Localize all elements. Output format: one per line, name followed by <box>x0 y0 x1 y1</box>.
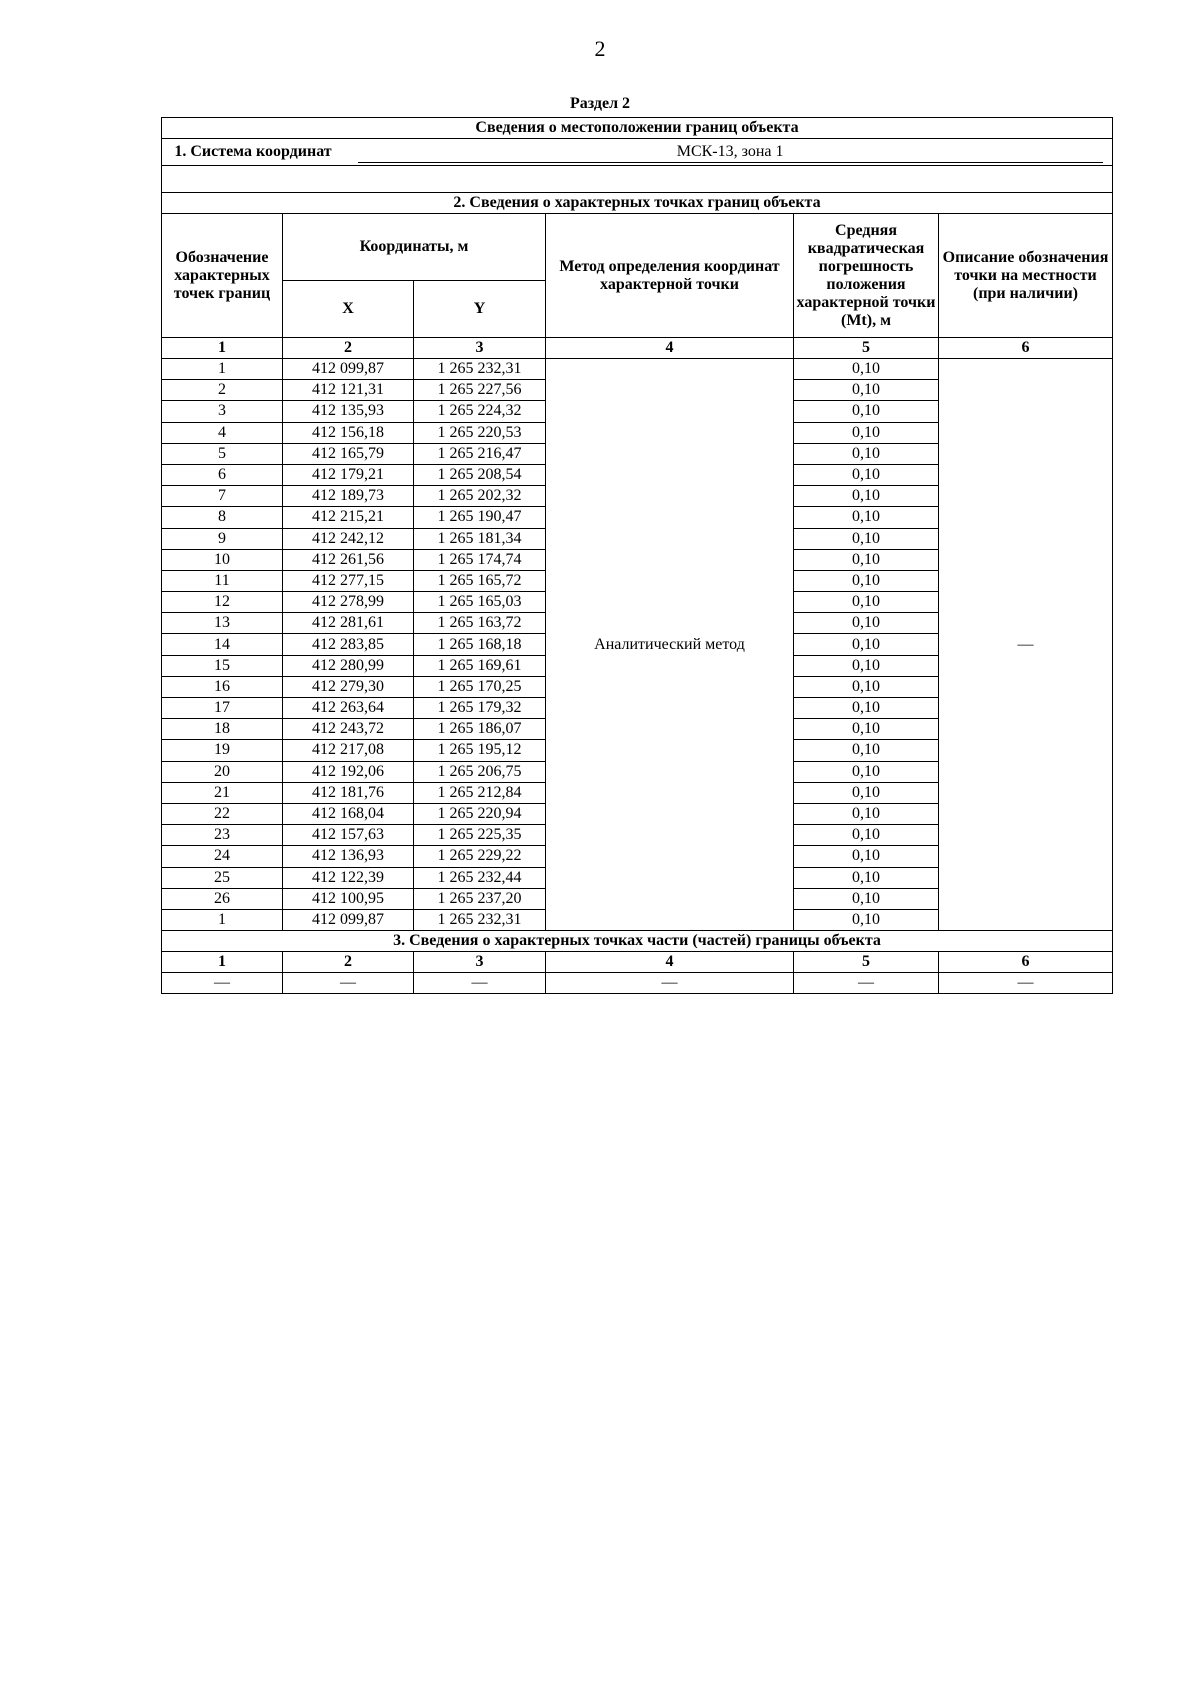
coordinate-y: 1 265 212,84 <box>414 782 546 803</box>
column-number: 6 <box>939 952 1113 973</box>
section-title: Раздел 2 <box>569 95 631 112</box>
point-number: 18 <box>162 719 283 740</box>
boundary-table-body <box>162 118 1113 994</box>
blank-row <box>162 166 1113 193</box>
coordinate-x: 412 165,79 <box>283 443 414 464</box>
point-number: 9 <box>162 528 283 549</box>
coordinate-y: 1 265 170,25 <box>414 676 546 697</box>
mt-error: 0,10 <box>794 846 939 867</box>
coordinate-y: 1 265 168,18 <box>414 634 546 655</box>
mt-error: 0,10 <box>794 888 939 909</box>
coordinate-x: 412 156,18 <box>283 422 414 443</box>
coordinate-y: 1 265 220,94 <box>414 803 546 824</box>
coordinate-x: 412 181,76 <box>283 782 414 803</box>
mt-error: 0,10 <box>794 761 939 782</box>
point-number: 24 <box>162 846 283 867</box>
mt-error: 0,10 <box>794 528 939 549</box>
header-error: Средняя квадратическая погрешность положения характерной точки (Mt), м <box>794 214 939 338</box>
parts-cell: — <box>414 973 546 994</box>
mt-error: 0,10 <box>794 825 939 846</box>
mt-error: 0,10 <box>794 507 939 528</box>
column-numbers-row <box>162 338 1113 359</box>
coordinate-y: 1 265 206,75 <box>414 761 546 782</box>
coordinate-y: 1 265 216,47 <box>414 443 546 464</box>
point-number: 15 <box>162 655 283 676</box>
column-number: 4 <box>546 338 794 359</box>
header-description: Описание обозначения точки на местности (при наличии) <box>939 214 1113 338</box>
mt-error: 0,10 <box>794 380 939 401</box>
mt-error: 0,10 <box>794 422 939 443</box>
coordinate-y: 1 265 224,32 <box>414 401 546 422</box>
coordinate-x: 412 279,30 <box>283 676 414 697</box>
coordinate-y: 1 265 190,47 <box>414 507 546 528</box>
coordinate-x: 412 261,56 <box>283 549 414 570</box>
point-number: 26 <box>162 888 283 909</box>
coordinate-x: 412 168,04 <box>283 803 414 824</box>
column-number: 4 <box>546 952 794 973</box>
mt-error: 0,10 <box>794 676 939 697</box>
column-number: 5 <box>794 952 939 973</box>
coordinate-y: 1 265 195,12 <box>414 740 546 761</box>
column-number: 3 <box>414 952 546 973</box>
mt-error: 0,10 <box>794 698 939 719</box>
mt-error: 0,10 <box>794 592 939 613</box>
coordinate-y: 1 265 237,20 <box>414 888 546 909</box>
parts-cell: — <box>794 973 939 994</box>
point-number: 22 <box>162 803 283 824</box>
column-number: 2 <box>283 338 414 359</box>
header-method: Метод определения координат характерной точки <box>546 214 794 338</box>
column-number: 5 <box>794 338 939 359</box>
coordinate-y: 1 265 229,22 <box>414 846 546 867</box>
point-number: 16 <box>162 676 283 697</box>
coordinate-y: 1 265 181,34 <box>414 528 546 549</box>
coordinate-x: 412 278,99 <box>283 592 414 613</box>
coordinate-x: 412 100,95 <box>283 888 414 909</box>
point-number: 17 <box>162 698 283 719</box>
coordinate-y: 1 265 220,53 <box>414 422 546 443</box>
parts-cell: — <box>162 973 283 994</box>
coordinate-x: 412 157,63 <box>283 825 414 846</box>
point-number: 3 <box>162 401 283 422</box>
coordinate-y: 1 265 232,44 <box>414 867 546 888</box>
column-number: 6 <box>939 338 1113 359</box>
coordinate-x: 412 099,87 <box>283 359 414 380</box>
point-number: 10 <box>162 549 283 570</box>
parts-cell: — <box>546 973 794 994</box>
header-coordinates: Координаты, м <box>283 214 546 281</box>
point-number: 14 <box>162 634 283 655</box>
coordinate-x: 412 242,12 <box>283 528 414 549</box>
coordinate-x: 412 136,93 <box>283 846 414 867</box>
coordinate-x: 412 135,93 <box>283 401 414 422</box>
mt-error: 0,10 <box>794 486 939 507</box>
coordinate-y: 1 265 225,35 <box>414 825 546 846</box>
point-number: 11 <box>162 570 283 591</box>
coordinate-y: 1 265 174,74 <box>414 549 546 570</box>
mt-error: 0,10 <box>794 719 939 740</box>
mt-error: 0,10 <box>794 570 939 591</box>
mt-error: 0,10 <box>794 464 939 485</box>
coordinate-x: 412 189,73 <box>283 486 414 507</box>
coordinate-system-row <box>162 139 1113 166</box>
point-number: 2 <box>162 380 283 401</box>
coordinate-x: 412 281,61 <box>283 613 414 634</box>
points-section-title: 2. Сведения о характерных точках границ объекта <box>162 193 1113 214</box>
coordinate-y: 1 265 202,32 <box>414 486 546 507</box>
coordinate-y: 1 265 165,03 <box>414 592 546 613</box>
point-number: 1 <box>162 359 283 380</box>
table-title: Сведения о местоположении границ объекта <box>162 118 1113 139</box>
table-row <box>162 359 1113 380</box>
header-designation: Обозначение характерных точек границ <box>162 214 283 338</box>
mt-error: 0,10 <box>794 803 939 824</box>
point-number: 12 <box>162 592 283 613</box>
coordinate-x: 412 122,39 <box>283 867 414 888</box>
point-number: 5 <box>162 443 283 464</box>
header-x: X <box>283 281 414 338</box>
parts-section-title: 3. Сведения о характерных точках части (частей) границы объекта <box>162 931 1113 952</box>
boundary-table <box>161 117 1113 994</box>
coordinate-y: 1 265 163,72 <box>414 613 546 634</box>
mt-error: 0,10 <box>794 909 939 930</box>
column-number: 3 <box>414 338 546 359</box>
parts-cell: — <box>283 973 414 994</box>
mt-error: 0,10 <box>794 867 939 888</box>
point-number: 25 <box>162 867 283 888</box>
point-number: 6 <box>162 464 283 485</box>
coordinate-x: 412 179,21 <box>283 464 414 485</box>
mt-error: 0,10 <box>794 401 939 422</box>
mt-error: 0,10 <box>794 443 939 464</box>
parts-cell: — <box>939 973 1113 994</box>
mt-error: 0,10 <box>794 634 939 655</box>
coordinate-y: 1 265 169,61 <box>414 655 546 676</box>
coordinate-x: 412 243,72 <box>283 719 414 740</box>
coordinate-y: 1 265 232,31 <box>414 909 546 930</box>
coordinate-x: 412 280,99 <box>283 655 414 676</box>
page-number: 2 <box>594 36 606 61</box>
coordinate-y: 1 265 186,07 <box>414 719 546 740</box>
coordinate-x: 412 215,21 <box>283 507 414 528</box>
parts-column-numbers-row <box>162 952 1113 973</box>
coordinate-system-value: МСК-13, зона 1 <box>358 142 1103 163</box>
description-cell: — <box>939 359 1113 931</box>
point-number: 19 <box>162 740 283 761</box>
coordinate-x: 412 263,64 <box>283 698 414 719</box>
mt-error: 0,10 <box>794 613 939 634</box>
method-cell: Аналитический метод <box>546 359 794 931</box>
coordinate-y: 1 265 165,72 <box>414 570 546 591</box>
coordinate-y: 1 265 232,31 <box>414 359 546 380</box>
coordinate-x: 412 192,06 <box>283 761 414 782</box>
point-number: 7 <box>162 486 283 507</box>
coordinate-x: 412 277,15 <box>283 570 414 591</box>
point-number: 21 <box>162 782 283 803</box>
mt-error: 0,10 <box>794 359 939 380</box>
point-number: 13 <box>162 613 283 634</box>
coordinate-x: 412 217,08 <box>283 740 414 761</box>
coordinate-y: 1 265 179,32 <box>414 698 546 719</box>
point-number: 23 <box>162 825 283 846</box>
coordinate-y: 1 265 208,54 <box>414 464 546 485</box>
column-number: 2 <box>283 952 414 973</box>
header-y: Y <box>414 281 546 338</box>
mt-error: 0,10 <box>794 740 939 761</box>
column-number: 1 <box>162 952 283 973</box>
point-number: 1 <box>162 909 283 930</box>
coordinate-x: 412 283,85 <box>283 634 414 655</box>
coordinate-y: 1 265 227,56 <box>414 380 546 401</box>
point-number: 8 <box>162 507 283 528</box>
point-number: 4 <box>162 422 283 443</box>
coordinate-x: 412 099,87 <box>283 909 414 930</box>
point-number: 20 <box>162 761 283 782</box>
mt-error: 0,10 <box>794 549 939 570</box>
coordinate-system-label: 1. Система координат <box>174 142 332 160</box>
column-number: 1 <box>162 338 283 359</box>
coordinate-x: 412 121,31 <box>283 380 414 401</box>
mt-error: 0,10 <box>794 655 939 676</box>
parts-row <box>162 973 1113 994</box>
mt-error: 0,10 <box>794 782 939 803</box>
